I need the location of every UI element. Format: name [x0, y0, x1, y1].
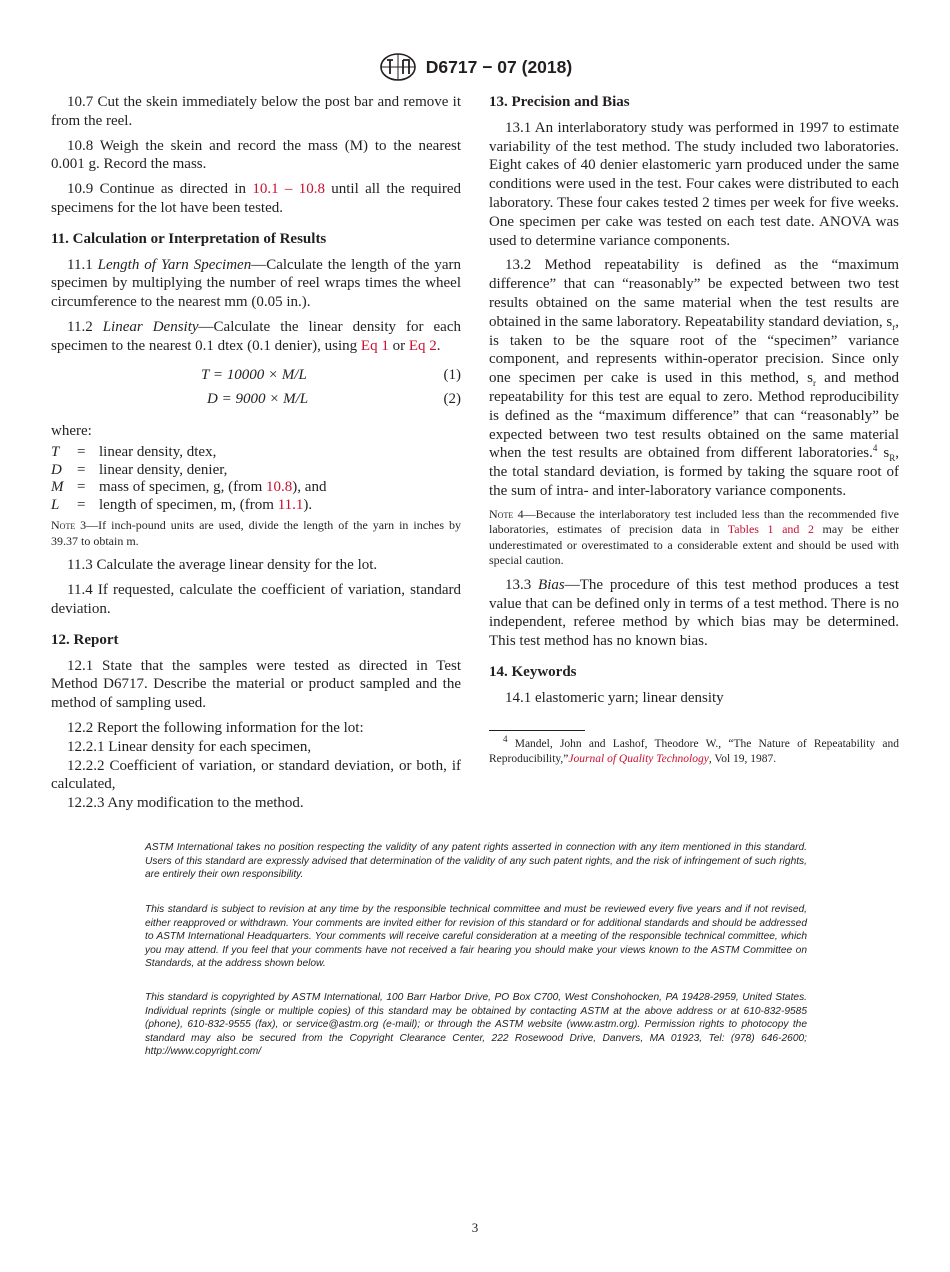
para-text: until all the required specimens for the lot have been tested. [51, 181, 462, 216]
para-text: . [436, 337, 441, 354]
para-10-9 [51, 180, 461, 218]
section-14-title: 14. Keywords [489, 663, 577, 680]
definition-body: linear density, denier, [99, 461, 228, 478]
para-12-1: 12.1 State that the samples were tested as directed in Test Method D6717. Describe the material or product sampled and the method of sampling used. [51, 657, 461, 712]
where-label: where: [51, 422, 92, 439]
note-text: 3—If inch-pound units are used, divide the length of the yarn in inches by 39.37 to obtain m. [51, 518, 461, 548]
page-header [0, 52, 950, 82]
definition-body: linear density, dtex, [99, 444, 217, 461]
para-12-2-3: 12.2.3 Any modification to the method. [67, 795, 304, 812]
footnote-divider [489, 730, 585, 731]
para-11-2 [51, 318, 461, 356]
note-4 [489, 507, 899, 569]
right-column [489, 93, 899, 773]
para-text: —Calculate the linear density for each specimen to the nearest 0.1 dtex (0.1 denier), using [51, 318, 461, 354]
para-term: Length of Yarn Specimen [97, 256, 252, 273]
note-label: Note [489, 506, 514, 521]
footnote-4 [489, 733, 899, 767]
definition-symbol: D [51, 461, 62, 478]
para-text: , is taken to be the square root of the “specimen” variance component, and represents within-operator precision. Since only one specimen per cake is used in this method, s [489, 313, 899, 387]
para-number: 11.1 [67, 256, 98, 273]
section-link-10-1-10-8[interactable]: 10.1 – 10.8 [252, 181, 325, 198]
left-column [51, 93, 461, 813]
para-term: Bias [538, 576, 565, 593]
definition-body: length of specimen, m, (from [99, 496, 278, 513]
para-12-2-2: 12.2.2 Coefficient of variation, or standard deviation, or both, if calculated, [51, 757, 461, 793]
definition-equals: = [77, 461, 86, 478]
footnote-number: 4 [503, 733, 508, 744]
section-11-title: 11. Calculation or Interpretation of Results [51, 230, 327, 247]
definition-symbol: T [51, 444, 60, 461]
patent-disclaimer: ASTM International takes no position respecting the validity of any patent rights asserted in connection with any item mentioned in this standard. Users of this standard are expressly advised that determination of the validity of any such patent rights, and the risk of infringement of such rights, are entirely their own responsibility. [145, 842, 807, 881]
eq-2-link[interactable]: Eq 2 [408, 337, 437, 354]
tables-1-and-2-link[interactable]: Tables 1 and 2 [727, 522, 814, 537]
note-text: may be either underestimated or overestimated to a considerable extent and should be used with special caution. [489, 522, 899, 568]
subscript: R [889, 453, 896, 464]
subscript: r [892, 321, 896, 332]
equation-1-number: (1) [443, 366, 461, 383]
para-text: s [877, 445, 890, 462]
footnote-text: , Vol 19, 1987. [708, 752, 777, 765]
revision-disclaimer: This standard is subject to revision at any time by the responsible technical committee and must be reviewed every five years and if not revised, either reapproved or withdrawn. Your comments are invited either for revision of this standard or for additional standards and should be addressed to ASTM International Headquarters. Your comments will receive careful consideration at a meeting of the responsible technical committee, which you may attend. If you feel that your comments have not received a fair hearing you should make your views known to the ASTM Committee on Standards, at the address shown below. [145, 904, 807, 970]
definition-body: ). [303, 496, 313, 513]
para-text: , the total standard deviation, is formed by taking the square root of the sum of intra- and inter-laboratory variance components. [489, 445, 899, 499]
para-text: —Calculate the length of the yarn specimen by multiplying the number of reel wraps times the wheel circumference to the nearest mm (0.05 in.). [51, 256, 461, 311]
definition-body: mass of specimen, g, (from [99, 479, 267, 496]
subscript: r [812, 378, 816, 389]
definition-equals: = [77, 479, 86, 496]
equation-1-formula: T = 10000 × M/L [201, 366, 307, 383]
equation-2-number: (2) [443, 390, 461, 407]
para-text: or [388, 337, 409, 354]
para-12-2: 12.2 Report the following information for the lot: [67, 719, 364, 736]
copyright-disclaimer: This standard is copyrighted by ASTM International, 100 Barr Harbor Drive, PO Box C700, West Conshohocken, PA 19428-2959, United States. Individual reprints (single or multiple copies) of this standard may be obtained by contacting ASTM at the above address or at 610-832-9585 (phone), 610-832-9555 (fax), or service@astm.org (e-mail); or through the ASTM website (www.astm.org). Permission rights to photocopy the standard may also be secured from the Copyright Clearance Center, 222 Rosewood Drive, Danvers, MA 01923, Tel: (978) 646-2600; http://www.copyright.com/ [145, 992, 807, 1058]
para-13-2 [489, 256, 899, 500]
section-13-title: 13. Precision and Bias [489, 94, 630, 110]
definition-body: ), and [292, 479, 327, 496]
eq-1-link[interactable]: Eq 1 [360, 337, 389, 354]
note-3 [51, 518, 461, 549]
para-11-3: 11.3 Calculate the average linear density for the lot. [67, 557, 378, 574]
para-number: 11.2 [67, 318, 103, 335]
definition-text [99, 444, 461, 462]
para-text: 10.9 Continue as directed in [67, 181, 253, 198]
definition-row [51, 462, 461, 480]
document-id: D6717 − 07 (2018) [425, 56, 573, 77]
definition-section-link[interactable]: 10.8 [266, 479, 293, 496]
para-number: 13.3 [505, 576, 539, 593]
definition-text [99, 479, 461, 497]
para-12-2-1: 12.2.1 Linear density for each specimen, [67, 738, 312, 755]
para-term: Linear Density [102, 318, 199, 335]
para-text: 13.2 Method repeatability is defined as the “maximum difference” that can “reasonably” be expected between two test results obtained on the same material when the test results are obtained in the same laboratory. Repeatability standard deviation, s [489, 257, 899, 330]
definition-text [99, 462, 461, 480]
definition-row [51, 497, 461, 515]
definition-symbol: M [51, 479, 64, 496]
definition-equals: = [77, 444, 86, 461]
definition-section-link[interactable]: 11.1 [277, 496, 304, 513]
footnote-text: Mandel, John and Lashof, Theodore W., “The Nature of Repeatability and Reproducibility,” [489, 737, 899, 765]
para-10-8: 10.8 Weigh the skein and record the mass (M) to the nearest 0.001 g. Record the mass. [51, 137, 461, 173]
equation-2-formula: D = 9000 × M/L [207, 390, 309, 407]
para-10-7: 10.7 Cut the skein immediately below the post bar and remove it from the reel. [51, 94, 461, 129]
definition-row [51, 479, 461, 497]
equation-1 [51, 366, 461, 390]
definition-row [51, 444, 461, 462]
footnote-ref[interactable]: 4 [872, 443, 878, 454]
para-text: and method repeatability for this test are equal to zero. Method reproducibility is defined as the “maximum difference” that can “reasonably” be expected between two test results obtained on the same material when the test results are obtained from different laboratories. [489, 370, 899, 462]
para-11-4: 11.4 If requested, calculate the coefficient of variation, standard deviation. [51, 582, 461, 617]
definition-text [99, 497, 461, 515]
journal-link[interactable]: Journal of Quality Technology [568, 752, 709, 765]
para-13-3 [489, 576, 899, 651]
report-list [51, 719, 461, 813]
para-11-1 [51, 256, 461, 312]
astm-logo-icon [378, 52, 418, 82]
para-14-1: 14.1 elastomeric yarn; linear density [505, 689, 724, 706]
definition-symbol: L [51, 496, 60, 513]
page-number: 3 [471, 1220, 479, 1235]
para-13-1: 13.1 An interlaboratory study was performed in 1997 to estimate variability of the test method. The study included two laboratories. Eight cakes of 40 denier elastomeric yarn produced under the same conditions were used in the test. Four cakes were distributed to each laboratory. These four cakes tested 2 times per week for five weeks. One specimen per cake was tested on each test date. ANOVA was used to determine variance components. [489, 119, 899, 249]
variable-definitions [51, 444, 461, 514]
note-text: 4—Because the interlaboratory test included less than the recommended five laboratories, estimates of precision data in [489, 506, 899, 537]
para-text: —The procedure of this test method produces a test value that can be defined only in terms of a test method. There is no independent, referee method by which bias may be determined. This test method has no known bias. [489, 576, 899, 650]
definition-equals: = [77, 496, 86, 513]
note-label: Note [51, 518, 76, 533]
equation-2 [51, 390, 461, 414]
section-12-title: 12. Report [51, 631, 119, 648]
